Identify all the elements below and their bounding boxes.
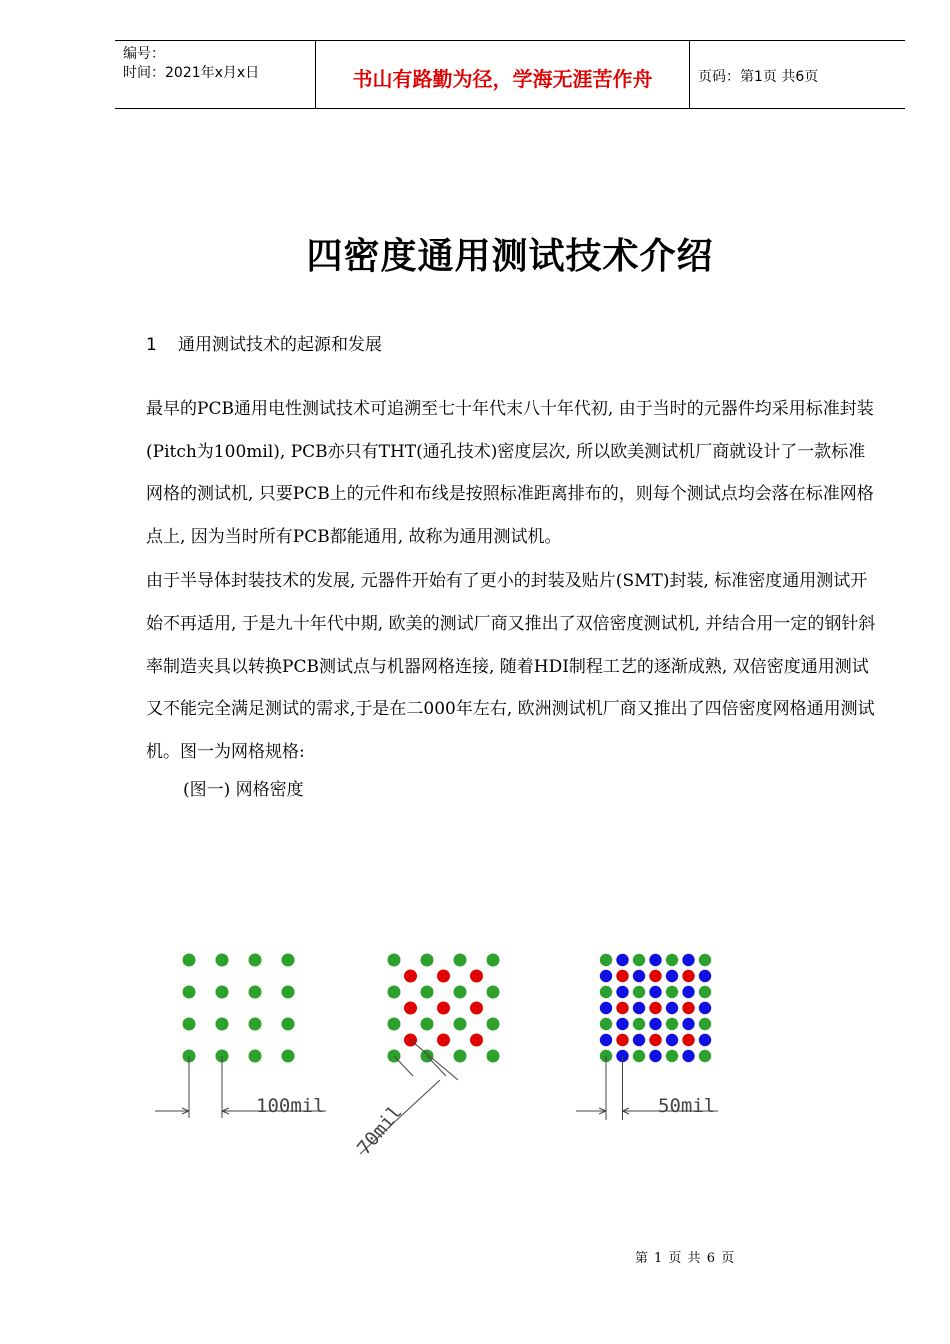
grid-point-blue — [682, 1050, 694, 1062]
paragraph-2: 由于半导体封装技术的发展, 元器件开始有了更小的封装及贴片(SMT)封装, 标准密度通用测试开始不再适用, 于是九十年代中期, 欧美的测试厂商又推出了双倍密度测试机, 并结合用一定的钢针斜率制造夹具以转换PCB测试点与机器网格连接, 随着HDI制程工艺的逐渐成熟, 双倍密度通用测试又不能完全满足测试的需求,于是在二000年左右, 欧洲测试机厂商又推出了四倍密度网格通用测试机。图一为网格规格: — [146, 571, 876, 763]
page-header — [115, 40, 905, 109]
grid-point-green — [487, 1050, 500, 1063]
grid-point-green — [454, 986, 467, 999]
grid-point-red — [649, 970, 661, 982]
grid-point-blue — [649, 986, 661, 998]
grid-point-blue — [616, 954, 628, 966]
grid-point-green — [699, 986, 711, 998]
dimension-line — [411, 1040, 459, 1080]
grid-point-red — [649, 1002, 661, 1014]
grid-point-green — [216, 986, 229, 999]
grid-point-green — [454, 1018, 467, 1031]
grid-point-green — [487, 986, 500, 999]
grid-point-green — [388, 954, 401, 967]
grid-point-green — [249, 1050, 262, 1063]
grid-point-green — [633, 954, 645, 966]
grid-point-red — [682, 1034, 694, 1046]
grid-point-green — [600, 986, 612, 998]
grid-point-blue — [649, 1050, 661, 1062]
header-page-info — [690, 41, 905, 108]
document-title: 四密度通用测试技术介绍 — [306, 236, 714, 277]
grid-point-blue — [633, 1002, 645, 1014]
grid-point-green — [666, 986, 678, 998]
page-info-text: 页码：第1页 共6页 — [698, 69, 819, 85]
grid-point-blue — [649, 1018, 661, 1030]
grid-point-green — [388, 1018, 401, 1031]
grid-point-blue — [666, 1034, 678, 1046]
grid-point-blue — [666, 1002, 678, 1014]
grid-point-green — [666, 954, 678, 966]
grid-point-red — [437, 1034, 450, 1047]
grid-point-blue — [666, 970, 678, 982]
grid-point-blue — [633, 970, 645, 982]
grid-point-red — [470, 970, 483, 983]
grid-point-green — [600, 1018, 612, 1030]
header-meta — [115, 41, 316, 108]
grid-point-green — [282, 986, 295, 999]
grid-point-green — [282, 1050, 295, 1063]
grid-point-blue — [600, 970, 612, 982]
grid-point-green — [487, 1018, 500, 1031]
page-footer: 第 1 页 共 6 页 — [634, 1251, 736, 1266]
label-70mil: 70mil — [352, 1101, 407, 1160]
time-label: 时间：2021年x月x日 — [123, 65, 260, 81]
grid-point-blue — [600, 1002, 612, 1014]
section-heading — [146, 330, 382, 355]
grid-point-red — [682, 1002, 694, 1014]
label-50mil: 50mil — [658, 1095, 716, 1117]
grid-point-red — [404, 970, 417, 983]
grid-point-blue — [699, 1034, 711, 1046]
grid-point-green — [282, 954, 295, 967]
grid-point-red — [649, 1034, 661, 1046]
grid-point-red — [470, 1034, 483, 1047]
serial-label: 编号： — [123, 46, 165, 62]
grid-point-red — [437, 970, 450, 983]
grid-point-blue — [682, 1018, 694, 1030]
section-title: 通用测试技术的起源和发展 — [178, 335, 382, 355]
grid-point-green — [216, 1018, 229, 1031]
grid-point-green — [666, 1050, 678, 1062]
grid-point-green — [421, 986, 434, 999]
section-number: 1 — [146, 335, 157, 355]
dimension-line — [394, 1056, 413, 1076]
grid-point-red — [616, 970, 628, 982]
grid-point-green — [666, 1018, 678, 1030]
grid-point-blue — [600, 1034, 612, 1046]
paragraph-1: 最早的PCB通用电性测试技术可追溯至七十年代末八十年代初, 由于当时的元器件均采用标准封装(Pitch为100mil), PCB亦只有THT(通孔技术)密度层次, 所以欧美测试机厂商就设计了一款标准网格的测试机, 只要PCB上的元件和布线是按照标准距离排布的，则每个测试点均会落在标准网格点上, 因为当时所有PCB都能通用, 故称为通用测试机。 — [146, 399, 874, 547]
grid-point-red — [470, 1002, 483, 1015]
grid-point-green — [282, 1018, 295, 1031]
grid-point-green — [699, 1050, 711, 1062]
figure-caption: (图一) 网格密度 — [183, 780, 304, 800]
grid-dots — [183, 954, 712, 1063]
grid-point-green — [454, 1050, 467, 1063]
grid-point-green — [633, 1050, 645, 1062]
grid-point-green — [249, 954, 262, 967]
grid-point-red — [616, 1002, 628, 1014]
grid-point-blue — [699, 1002, 711, 1014]
grid-point-blue — [616, 986, 628, 998]
grid-point-green — [183, 1018, 196, 1031]
grid-point-blue — [682, 986, 694, 998]
grid-point-blue — [616, 1018, 628, 1030]
grid-point-green — [633, 1018, 645, 1030]
grid-point-red — [682, 970, 694, 982]
grid-point-red — [404, 1002, 417, 1015]
grid-point-green — [216, 954, 229, 967]
dimension-line — [427, 1056, 446, 1076]
grid-point-green — [421, 1018, 434, 1031]
grid-point-red — [437, 1002, 450, 1015]
grid-point-green — [388, 986, 401, 999]
grid-point-green — [183, 986, 196, 999]
grid-point-red — [616, 1034, 628, 1046]
grid-point-green — [633, 986, 645, 998]
grid-density-figure — [140, 930, 740, 1170]
grid-point-green — [421, 954, 434, 967]
grid-point-green — [249, 1018, 262, 1031]
grid-point-blue — [699, 970, 711, 982]
motto-text: 书山有路勤为径，学海无涯苦作舟 — [352, 67, 653, 91]
grid-point-green — [183, 954, 196, 967]
grid-point-green — [487, 954, 500, 967]
grid-point-green — [600, 954, 612, 966]
grid-point-blue — [682, 954, 694, 966]
grid-point-green — [454, 954, 467, 967]
label-100mil: 100mil — [256, 1095, 325, 1117]
grid-point-blue — [633, 1034, 645, 1046]
header-motto — [316, 41, 690, 108]
grid-point-green — [699, 1018, 711, 1030]
grid-point-green — [699, 954, 711, 966]
grid-point-green — [249, 986, 262, 999]
grid-point-blue — [649, 954, 661, 966]
